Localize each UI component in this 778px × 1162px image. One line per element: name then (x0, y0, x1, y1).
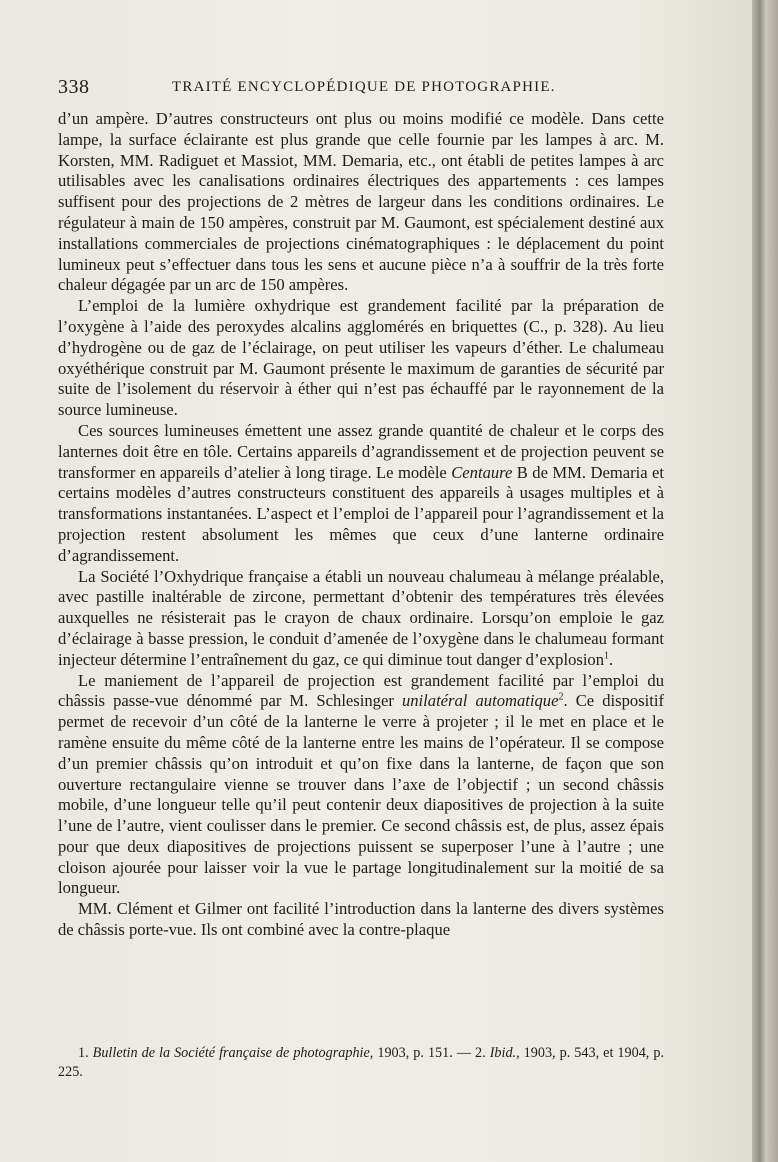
text-run: . (609, 649, 614, 669)
paragraph-5 (58, 671, 664, 900)
footnote-1 (58, 1044, 664, 1081)
text-run: , 1903, p. 543, et 1904, p. 225. (58, 1045, 665, 1080)
text-run: La Société l’Oxhydrique française a établi un nouveau chalumeau à mélange préalable, avec pastille inaltérable de zircone, permettant d’obtenir des températures très élevées auxquelles ne résisterait pas le crayon de chaux ordinaire. Lorsqu’on emploie le gaz d’éclairage à basse pression, le conduit d’amenée de l’oxygène dans le chalumeau formant injecteur détermine l’entraînement du gaz, ce qui diminue tout danger d’explosion (58, 566, 664, 669)
italic-text: Ibid. (489, 1045, 517, 1061)
text-run: L’emploi de la lumière oxhydrique est grandement facilité par la préparation de l’oxygène à l’aide des peroxydes alcalins agglomérés en briquettes (C., p. 328). Au lieu d’hydrogène ou de gaz de l’éclairage, on peut utiliser les vapeurs d’éther. Le chalumeau oxyéthérique construit par M. Gaumont présente le maximum de garanties de sécurité par suite de l’isolement du réservoir à éther qui n’est pas échauffé par le rayonnement de la source lumineuse. (58, 296, 664, 420)
text-run: . Ce dispositif permet de recevoir d’un côté de la lanterne le verre à projeter ; il le met en place et le ramène ensuite du même côté de la lanterne entre les mains de l’opérateur. Il se compose d’un premier châssis qu’on introduit et qu’on fixe dans la lanterne, de façon que son ouverture rectangulaire vienne se trouver dans l’axe de l’objectif ; un second châssis mobile, d’une longueur telle qu’il peut contenir deux diapositives de projection à la suite l’une de l’autre, vient coulisser dans le premier. Ce second châssis est, de plus, assez épais pour que deux diapositives de projections puissent se superposer l’une à l’autre ; une cloison ajourée pour laisser voir la vue le partage longitudinalement sur la moitié de sa longueur. (58, 691, 665, 898)
footnote-ref: 2 (558, 691, 564, 703)
text-run: Ces sources lumineuses émettent une assez grande quantité de chaleur et le corps des lanternes doit être en tôle. Certains appareils d’agrandissement et de projection peuvent se transformer en appareils d’atelier à long tirage. Le modèle (58, 420, 664, 482)
book-gutter (752, 0, 778, 1162)
text-run: MM. Clément et Gilmer ont facilité l’introduction dans la lanterne des divers systèmes de châssis porte-vue. Ils ont combiné avec la contre-plaque (58, 899, 664, 940)
running-title: TRAITÉ ENCYCLOPÉDIQUE DE PHOTOGRAPHIE. (172, 79, 556, 95)
italic-text: Bulletin de la Société française de photographie (92, 1045, 370, 1061)
body-text (58, 109, 664, 941)
text-run: Le maniement de l’appareil de projection est grandement facilité par l’emploi du châssis passe-vue dénommé par M. Schlesinger (58, 670, 664, 711)
text-run: , 1903, p. 151. — 2. (369, 1045, 490, 1061)
paragraph-4 (58, 567, 664, 671)
text-run: B de MM. Demaria et certains modèles d’autres constructeurs constituent des appareils à usages multiples et à transformations instantanées. L’aspect et l’emploi de l’appareil pour l’agrandissement et la projection restent absolument les mêmes que ceux d’une lanterne ordinaire d’agrandissement. (58, 462, 665, 565)
paragraph-6 (58, 899, 664, 941)
italic-text: unilatéral automatique (401, 691, 559, 711)
running-header (58, 76, 698, 98)
page-number: 338 (58, 76, 90, 98)
footnote-ref: 1 (604, 650, 610, 662)
text-run: 1. (78, 1045, 93, 1061)
footnotes (58, 1044, 664, 1081)
paragraph-3 (58, 421, 664, 567)
paragraph-2 (58, 296, 664, 421)
text-run: d’un ampère. D’autres constructeurs ont plus ou moins modifié ce modèle. Dans cette lampe, la surface éclairante est plus grande que celle fournie par les lampes à arc. M. Korsten, MM. Radiguet et Massiot, MM. Demaria, etc., ont établi de petites lampes à arc utilisables avec les canalisations ordinaires électriques des appartements : ces lampes suffisent pour des projections de 2 mètres de largeur dans les conditions ordinaires. Le régulateur à main de 150 ampères, construit par M. Gaumont, est spécialement destiné aux installations commerciales de projections cinématographiques : le déplacement du point lumineux peut s’effectuer dans tous les sens et aucune pièce n’a à souffrir de la très forte chaleur dégagée par un arc de 150 ampères. (58, 109, 664, 295)
paragraph-1 (58, 109, 664, 296)
italic-text: Centaure (451, 462, 513, 482)
